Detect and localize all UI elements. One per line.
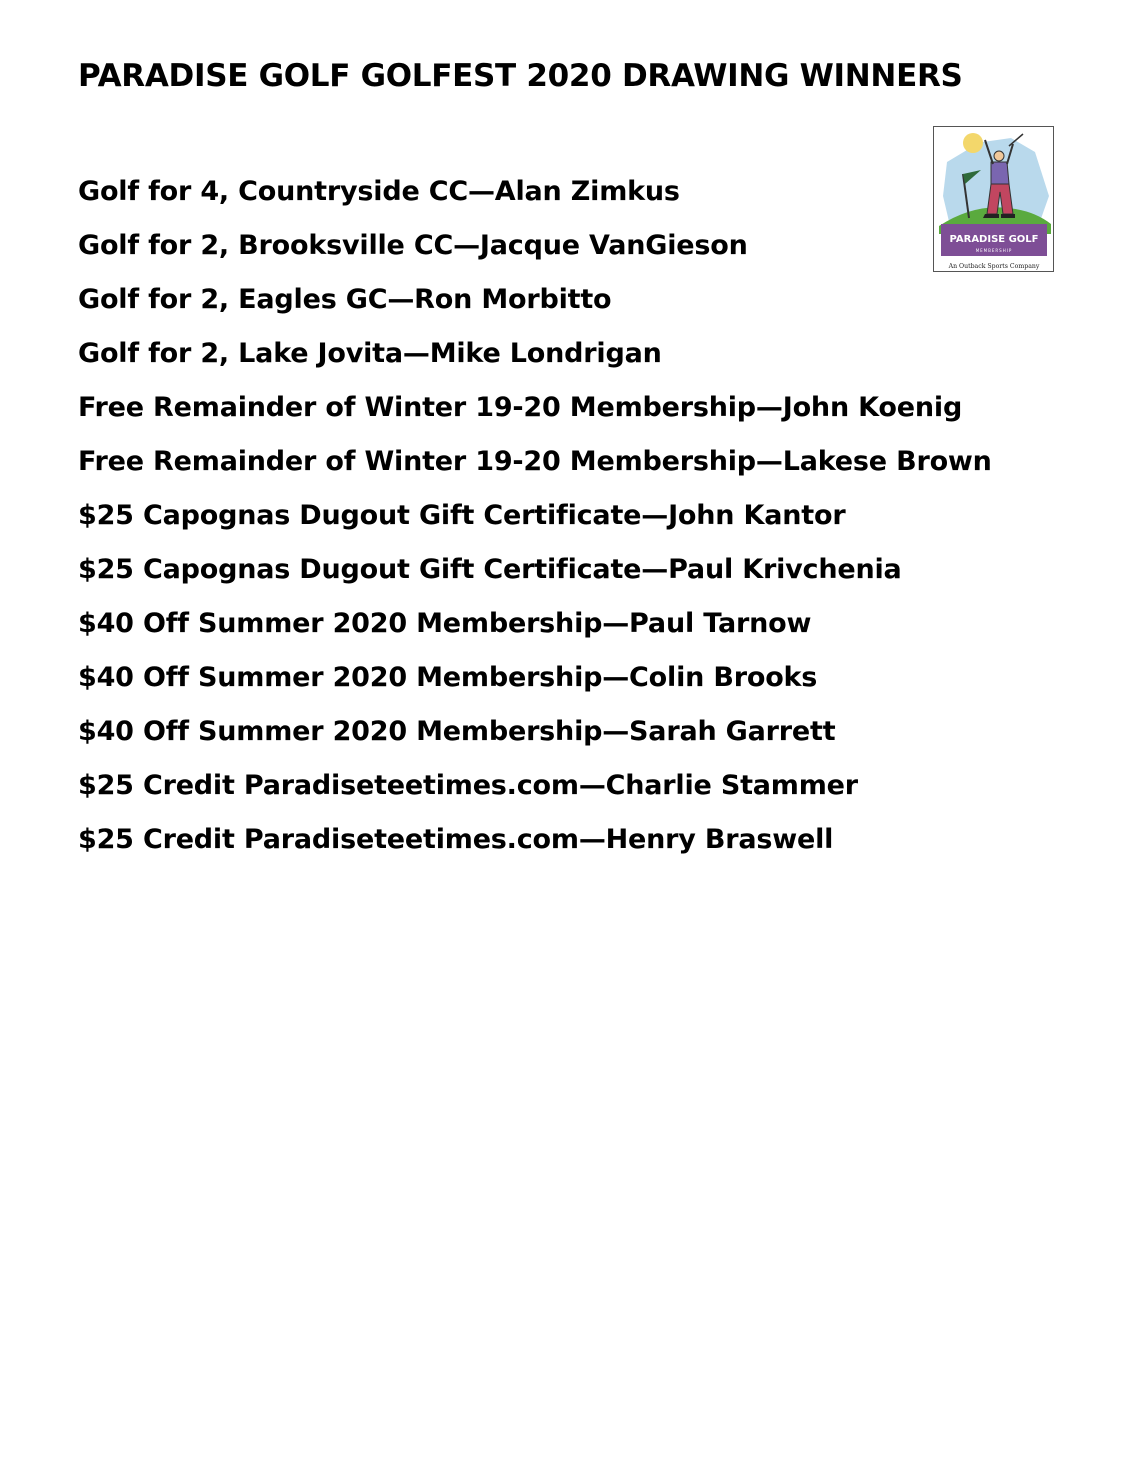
logo-subtitle: MEMBERSHIP <box>975 248 1013 253</box>
logo-tagline: An Outback Sports Company <box>948 263 1040 270</box>
logo-name: PARADISE GOLF <box>949 234 1039 245</box>
winner-line: $40 Off Summer 2020 Membership—Paul Tarnow <box>78 608 812 639</box>
winner-line: $25 Capognas Dugout Gift Certificate—John Kantor <box>78 500 846 531</box>
winner-line: Golf for 2, Eagles GC—Ron Morbitto <box>78 284 612 315</box>
winner-line: $40 Off Summer 2020 Membership—Sarah Garrett <box>78 716 836 747</box>
paradise-golf-logo <box>933 126 1054 272</box>
winner-line: Golf for 4, Countryside CC—Alan Zimkus <box>78 176 680 207</box>
winner-line: $25 Capognas Dugout Gift Certificate—Paul Krivchenia <box>78 554 902 585</box>
winner-line: $25 Credit Paradiseteetimes.com—Charlie Stammer <box>78 770 858 801</box>
sun-icon <box>963 133 983 153</box>
winners-list <box>78 170 992 872</box>
winner-line: $40 Off Summer 2020 Membership—Colin Brooks <box>78 662 818 693</box>
page-title: PARADISE GOLF GOLFEST 2020 DRAWING WINNERS <box>78 58 963 94</box>
winner-line: Golf for 2, Lake Jovita—Mike Londrigan <box>78 338 662 369</box>
winner-line: Free Remainder of Winter 19-20 Membership—Lakese Brown <box>78 446 992 477</box>
winner-line: $25 Credit Paradiseteetimes.com—Henry Braswell <box>78 824 834 855</box>
winner-line: Free Remainder of Winter 19-20 Membership—John Koenig <box>78 392 963 423</box>
winner-line: Golf for 2, Brooksville CC—Jacque VanGieson <box>78 230 748 261</box>
